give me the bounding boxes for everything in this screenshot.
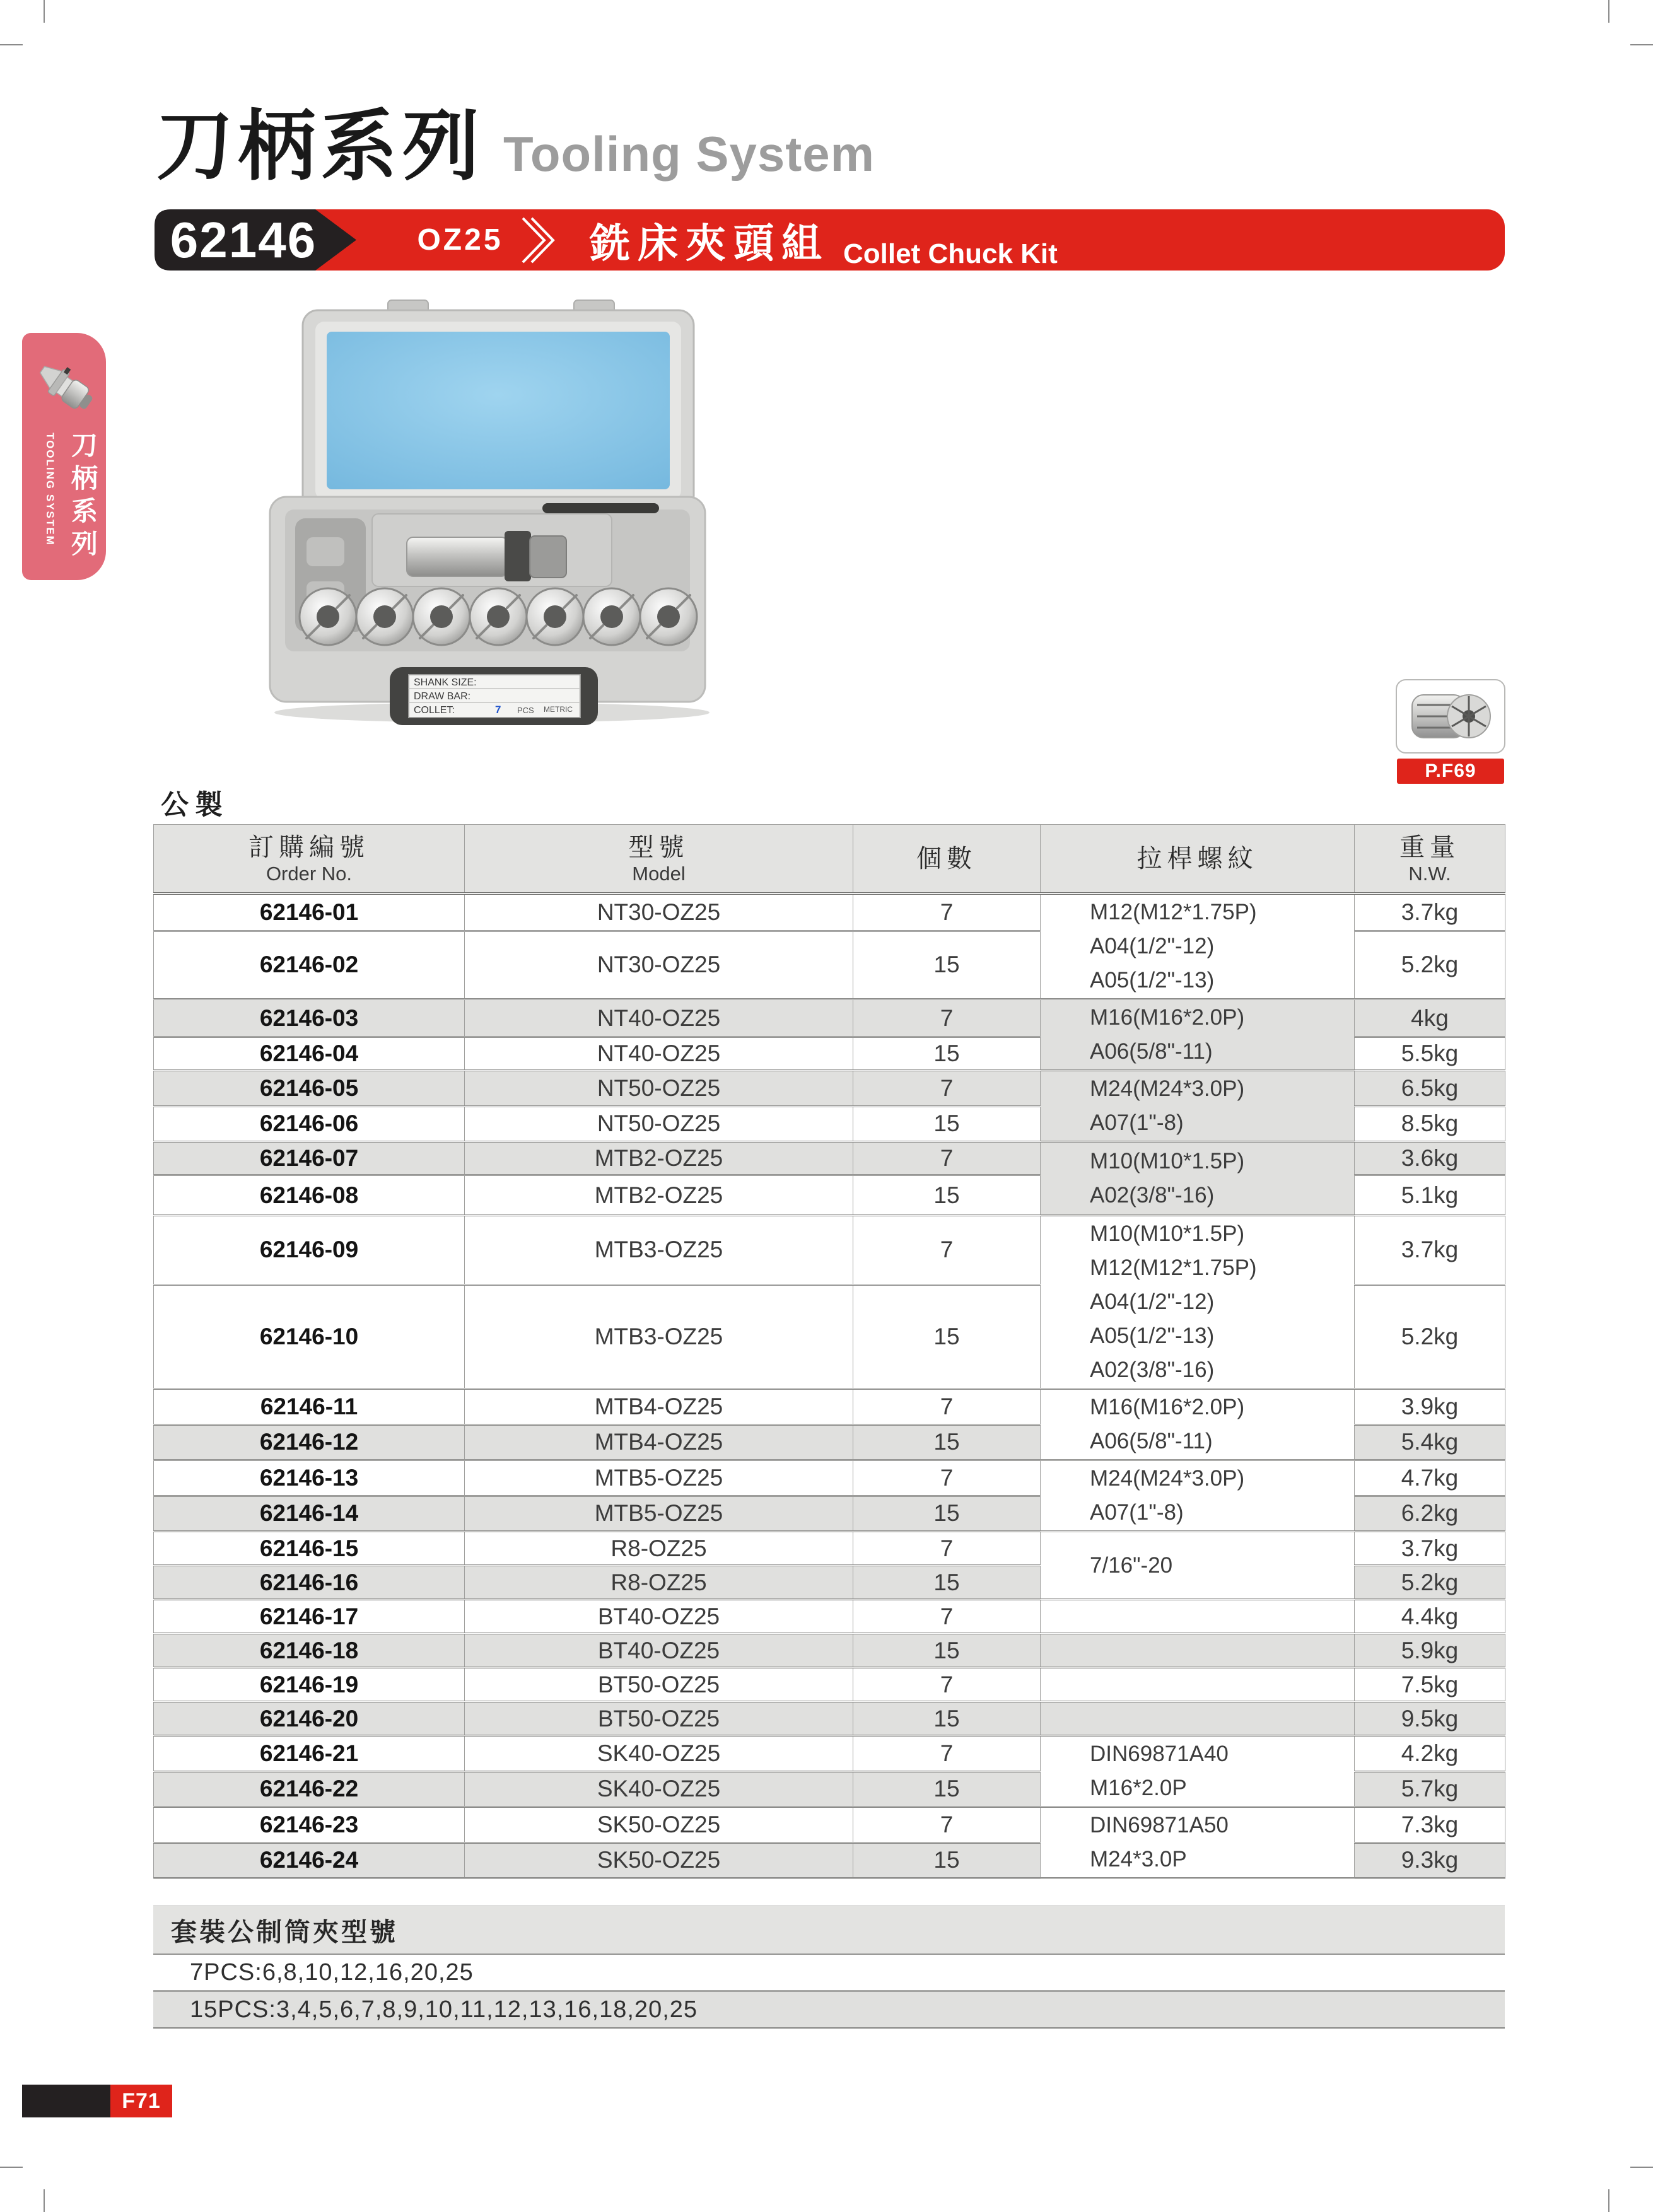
qty-cell: 7 — [853, 1807, 1041, 1843]
table-row — [154, 1736, 1505, 1772]
crop-mark — [44, 2189, 45, 2212]
model-cell: NT40-OZ25 — [465, 999, 853, 1037]
label-collet-unit: PCS — [517, 706, 534, 715]
col-header-weight-zh: 重量 — [1399, 833, 1460, 861]
weight-cell: 6.2kg — [1355, 1496, 1505, 1532]
col-header-model-zh: 型號 — [628, 833, 689, 861]
collet-set-row-7pcs: 7PCS:6,8,10,12,16,20,25 — [153, 1955, 1505, 1992]
spec-table-body — [154, 894, 1505, 1878]
weight-cell: 4.7kg — [1355, 1460, 1505, 1496]
col-header-thread-zh: 拉桿螺紋 — [1136, 844, 1258, 873]
thread-spec-line: M12(M12*1.75P) — [1090, 1255, 1257, 1280]
order-no-cell: 62146-19 — [154, 1668, 465, 1702]
drawbar-thread-cell — [1041, 1142, 1355, 1216]
thread-spec-line: M16(M16*2.0P) — [1090, 1005, 1245, 1030]
qty-cell: 7 — [853, 1736, 1041, 1772]
thread-spec-line: A06(5/8"-11) — [1090, 1429, 1213, 1453]
weight-cell: 5.2kg — [1355, 1566, 1505, 1600]
collet-icon — [1403, 686, 1498, 747]
table-row — [154, 894, 1505, 931]
table-row — [154, 1702, 1505, 1736]
order-no-cell: 62146-11 — [154, 1389, 465, 1425]
thread-spec-line: A04(1/2"-12) — [1090, 934, 1215, 958]
thread-spec-line: M24(M24*3.0P) — [1090, 1076, 1245, 1101]
col-header-qty — [853, 825, 1041, 894]
order-no-cell: 62146-16 — [154, 1566, 465, 1600]
model-cell: SK40-OZ25 — [465, 1771, 853, 1807]
metric-label: 公製 — [161, 789, 229, 820]
footer-bar — [22, 2085, 110, 2117]
weight-cell: 3.9kg — [1355, 1389, 1505, 1425]
drawbar-thread-cell — [1041, 1668, 1355, 1702]
weight-cell: 8.5kg — [1355, 1106, 1505, 1142]
thread-spec-line: DIN69871A40 — [1090, 1742, 1229, 1766]
collet-set-title: 套裝公制筒夾型號 — [153, 1906, 1505, 1955]
col-header-order — [154, 825, 465, 894]
drawbar-thread-cell — [1041, 1216, 1355, 1389]
order-no-cell: 62146-14 — [154, 1496, 465, 1532]
drawbar-thread-cell — [1041, 1532, 1355, 1600]
qty-cell: 15 — [853, 1702, 1041, 1736]
table-row — [154, 999, 1505, 1037]
size-code: OZ25 — [417, 223, 503, 257]
model-cell: BT40-OZ25 — [465, 1600, 853, 1634]
ref-thumbnail — [1396, 679, 1505, 754]
order-no-cell: 62146-07 — [154, 1142, 465, 1175]
crop-mark — [44, 0, 45, 23]
drawbar-thread-cell — [1041, 1389, 1355, 1460]
product-name-zh: 銑床夾頭組 — [590, 220, 829, 266]
qty-cell: 15 — [853, 1106, 1041, 1142]
qty-cell: 7 — [853, 1389, 1041, 1425]
qty-cell: 15 — [853, 1566, 1041, 1600]
weight-cell: 6.5kg — [1355, 1071, 1505, 1107]
table-row — [154, 1142, 1505, 1175]
table-row — [154, 1807, 1505, 1843]
drawbar-thread-cell — [1041, 1634, 1355, 1668]
product-code: 62146 — [170, 211, 317, 268]
thread-spec-line: A02(3/8"-16) — [1090, 1358, 1215, 1382]
model-cell: MTB3-OZ25 — [465, 1216, 853, 1285]
model-cell: SK50-OZ25 — [465, 1807, 853, 1843]
weight-cell: 7.5kg — [1355, 1668, 1505, 1702]
drawbar-thread-cell — [1041, 1702, 1355, 1736]
col-header-qty-zh: 個數 — [916, 844, 977, 873]
order-no-cell: 62146-01 — [154, 894, 465, 931]
thread-spec-line: A02(3/8"-16) — [1090, 1183, 1215, 1208]
thread-spec-line: A07(1"-8) — [1090, 1500, 1184, 1525]
weight-cell: 4.4kg — [1355, 1600, 1505, 1634]
order-no-cell: 62146-17 — [154, 1600, 465, 1634]
thread-spec-line: A07(1"-8) — [1090, 1110, 1184, 1135]
qty-cell: 15 — [853, 931, 1041, 999]
qty-cell: 7 — [853, 1668, 1041, 1702]
label-collet-count: 7 — [495, 704, 501, 716]
order-no-cell: 62146-18 — [154, 1634, 465, 1668]
model-cell: MTB2-OZ25 — [465, 1142, 853, 1175]
drawbar-thread-cell — [1041, 1071, 1355, 1142]
sidebar-tab-tooling-system — [22, 333, 106, 580]
col-header-model-en: Model — [632, 862, 686, 885]
table-row — [154, 1071, 1505, 1107]
order-no-cell: 62146-12 — [154, 1424, 465, 1460]
qty-cell: 7 — [853, 1142, 1041, 1175]
model-cell: MTB3-OZ25 — [465, 1284, 853, 1388]
weight-cell: 3.7kg — [1355, 1216, 1505, 1285]
weight-cell: 5.7kg — [1355, 1771, 1505, 1807]
model-cell: NT40-OZ25 — [465, 1037, 853, 1071]
model-cell: BT50-OZ25 — [465, 1702, 853, 1736]
ref-page-badge: P.F69 — [1397, 759, 1504, 784]
crop-mark — [1630, 44, 1653, 45]
model-cell: SK50-OZ25 — [465, 1842, 853, 1878]
qty-cell: 15 — [853, 1634, 1041, 1668]
order-no-cell: 62146-15 — [154, 1532, 465, 1566]
thread-spec-line: M16*2.0P — [1090, 1776, 1187, 1800]
model-cell: R8-OZ25 — [465, 1566, 853, 1600]
thread-spec-line: M10(M10*1.5P) — [1090, 1149, 1245, 1173]
order-no-cell: 62146-10 — [154, 1284, 465, 1388]
model-cell: MTB5-OZ25 — [465, 1496, 853, 1532]
collet-set-table — [153, 1906, 1505, 2029]
label-shank-size: SHANK SIZE: — [414, 677, 477, 688]
model-cell: BT50-OZ25 — [465, 1668, 853, 1702]
qty-cell: 15 — [853, 1284, 1041, 1388]
weight-cell: 5.2kg — [1355, 1284, 1505, 1388]
weight-cell: 4.2kg — [1355, 1736, 1505, 1772]
weight-cell: 5.5kg — [1355, 1037, 1505, 1071]
thread-spec-line: 7/16"-20 — [1090, 1552, 1173, 1578]
drawbar-thread-cell — [1041, 999, 1355, 1071]
order-no-cell: 62146-24 — [154, 1842, 465, 1878]
product-name-en: Collet Chuck Kit — [843, 238, 1058, 269]
col-header-model — [465, 825, 853, 894]
qty-cell: 7 — [853, 1216, 1041, 1285]
crop-mark — [0, 44, 23, 45]
sidebar-tab-label-en: TOOLING SYSTEM — [44, 433, 56, 546]
crop-mark — [0, 2167, 23, 2168]
page-title-zh: 刀柄系列 — [156, 103, 484, 189]
order-no-cell: 62146-23 — [154, 1807, 465, 1843]
model-cell: MTB4-OZ25 — [465, 1424, 853, 1460]
model-cell: R8-OZ25 — [465, 1532, 853, 1566]
model-cell: NT30-OZ25 — [465, 894, 853, 931]
spec-table — [153, 824, 1505, 1879]
weight-cell: 9.5kg — [1355, 1702, 1505, 1736]
order-no-cell: 62146-08 — [154, 1175, 465, 1216]
model-cell: NT30-OZ25 — [465, 931, 853, 999]
thread-spec-line: A06(5/8"-11) — [1090, 1039, 1213, 1064]
table-row — [154, 1532, 1505, 1566]
drawbar-thread-cell — [1041, 1600, 1355, 1634]
order-no-cell: 62146-03 — [154, 999, 465, 1037]
qty-cell: 15 — [853, 1771, 1041, 1807]
table-row — [154, 1668, 1505, 1702]
col-header-weight-en: N.W. — [1408, 862, 1451, 885]
qty-cell: 7 — [853, 1532, 1041, 1566]
order-no-cell: 62146-20 — [154, 1702, 465, 1736]
label-draw-bar: DRAW BAR: — [414, 691, 471, 702]
qty-cell: 15 — [853, 1424, 1041, 1460]
weight-cell: 5.4kg — [1355, 1424, 1505, 1460]
drawbar-thread-cell — [1041, 1460, 1355, 1532]
label-collet: COLLET: — [414, 705, 455, 716]
col-header-thread — [1041, 825, 1355, 894]
qty-cell: 15 — [853, 1496, 1041, 1532]
weight-cell: 7.3kg — [1355, 1807, 1505, 1843]
qty-cell: 15 — [853, 1037, 1041, 1071]
qty-cell: 15 — [853, 1842, 1041, 1878]
sidebar-tab-label-zh: 刀柄系列 — [68, 431, 98, 562]
chevron-right-icon — [519, 215, 558, 265]
col-header-weight — [1355, 825, 1505, 894]
weight-cell: 5.2kg — [1355, 931, 1505, 999]
order-no-cell: 62146-05 — [154, 1071, 465, 1107]
thread-spec-line: M10(M10*1.5P) — [1090, 1221, 1245, 1246]
model-cell: MTB4-OZ25 — [465, 1389, 853, 1425]
model-cell: SK40-OZ25 — [465, 1736, 853, 1772]
weight-cell: 5.1kg — [1355, 1175, 1505, 1216]
collet-chuck — [407, 537, 508, 576]
order-no-cell: 62146-09 — [154, 1216, 465, 1285]
thread-spec-line: M24(M24*3.0P) — [1090, 1466, 1245, 1491]
page-title-en: Tooling System — [503, 126, 875, 182]
collet-set-row-15pcs: 15PCS:3,4,5,6,7,8,9,10,11,12,13,16,18,20,25 — [153, 1992, 1505, 2029]
order-no-cell: 62146-22 — [154, 1771, 465, 1807]
product-banner — [155, 209, 1505, 271]
model-cell: NT50-OZ25 — [465, 1106, 853, 1142]
model-cell: MTB5-OZ25 — [465, 1460, 853, 1496]
order-no-cell: 62146-13 — [154, 1460, 465, 1496]
qty-cell: 15 — [853, 1175, 1041, 1216]
thread-spec-line: M12(M12*1.75P) — [1090, 900, 1257, 924]
drawbar-thread-cell — [1041, 1736, 1355, 1807]
order-no-cell: 62146-21 — [154, 1736, 465, 1772]
qty-cell: 7 — [853, 1071, 1041, 1107]
order-no-cell: 62146-04 — [154, 1037, 465, 1071]
table-row — [154, 1634, 1505, 1668]
table-row — [154, 1600, 1505, 1634]
weight-cell: 4kg — [1355, 999, 1505, 1037]
thread-spec-line: A05(1/2"-13) — [1090, 1324, 1215, 1348]
model-cell: BT40-OZ25 — [465, 1634, 853, 1668]
qty-cell: 7 — [853, 999, 1041, 1037]
col-header-order-en: Order No. — [266, 862, 353, 885]
product-photo — [246, 296, 757, 738]
drawbar-thread-cell — [1041, 894, 1355, 999]
crop-mark — [1608, 0, 1609, 23]
weight-cell: 3.7kg — [1355, 1532, 1505, 1566]
page-title — [156, 103, 875, 189]
drawbar-thread-cell — [1041, 1807, 1355, 1878]
thread-spec-line: A05(1/2"-13) — [1090, 968, 1215, 992]
qty-cell: 7 — [853, 1600, 1041, 1634]
weight-cell: 3.6kg — [1355, 1142, 1505, 1175]
page-number-badge: F71 — [110, 2085, 172, 2117]
label-collet-std: METRIC — [544, 705, 573, 714]
crop-mark — [1630, 2167, 1653, 2168]
qty-cell: 7 — [853, 1460, 1041, 1496]
thread-spec-line: M16(M16*2.0P) — [1090, 1395, 1245, 1419]
weight-cell: 3.7kg — [1355, 894, 1505, 931]
weight-cell: 5.9kg — [1355, 1634, 1505, 1668]
model-cell: NT50-OZ25 — [465, 1071, 853, 1107]
model-cell: MTB2-OZ25 — [465, 1175, 853, 1216]
tool-holder-icon — [30, 349, 99, 425]
table-row — [154, 1216, 1505, 1285]
table-header-row — [154, 825, 1505, 894]
weight-cell: 9.3kg — [1355, 1842, 1505, 1878]
thread-spec-line: DIN69871A50 — [1090, 1813, 1229, 1837]
col-header-order-zh: 訂購編號 — [248, 833, 370, 861]
order-no-cell: 62146-06 — [154, 1106, 465, 1142]
qty-cell: 7 — [853, 894, 1041, 931]
order-no-cell: 62146-02 — [154, 931, 465, 999]
foam-panel — [327, 332, 670, 489]
crop-mark — [1608, 2189, 1609, 2212]
thread-spec-line: M24*3.0P — [1090, 1847, 1187, 1871]
table-row — [154, 1460, 1505, 1496]
thread-spec-line: A04(1/2"-12) — [1090, 1289, 1215, 1314]
table-row — [154, 1389, 1505, 1425]
